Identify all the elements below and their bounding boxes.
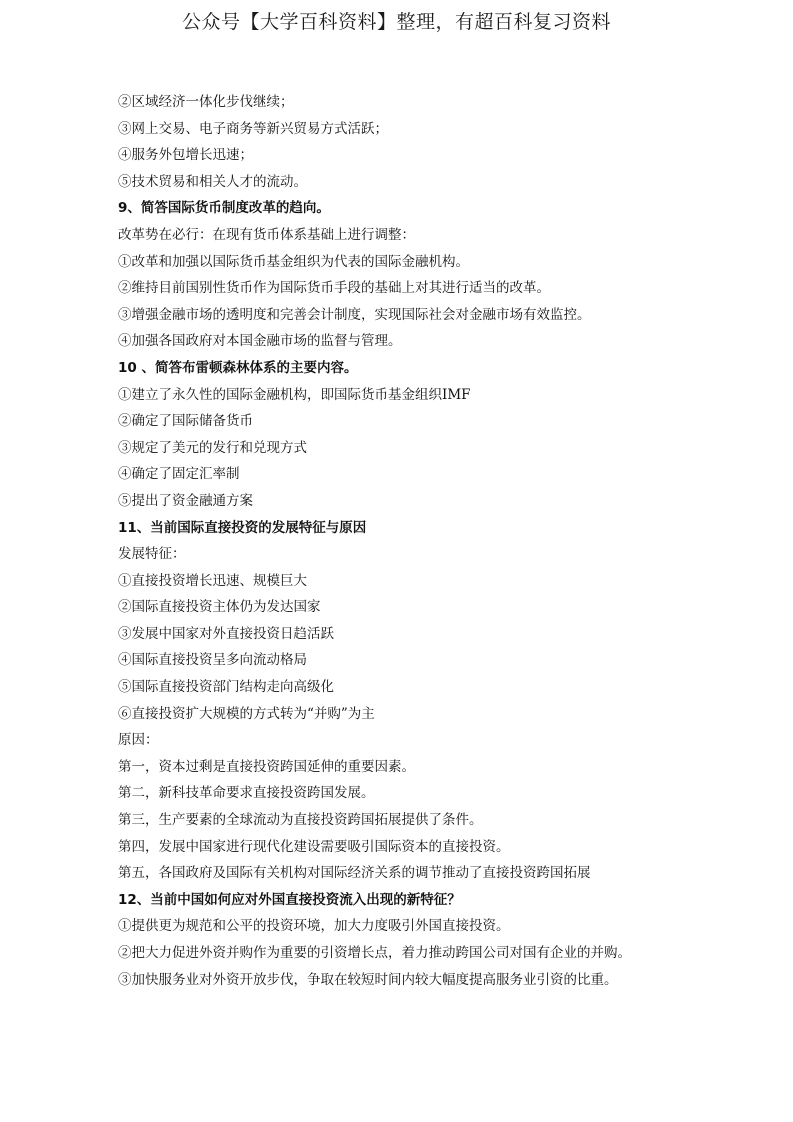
text-line: 第一，资本过剩是直接投资跨国延伸的重要因素。 (118, 758, 415, 775)
text-line: ③规定了美元的发行和兑现方式 (118, 439, 307, 456)
text-line: ②确定了国际储备货币 (118, 413, 253, 430)
text-line: 原因： (118, 732, 159, 749)
text-line: ⑥直接投资扩大规模的方式转为“并购”为主 (118, 705, 375, 722)
text-line: ③增强金融市场的透明度和完善会计制度，实现国际社会对金融市场有效监控。 (118, 306, 591, 323)
section-heading: 11、当前国际直接投资的发展特征与原因 (118, 519, 367, 536)
text-line: ③加快服务业对外资开放步伐，争取在较短时间内较大幅度提高服务业引资的比重。 (118, 971, 618, 988)
text-line: 改革势在必行：在现有货币体系基础上进行调整： (118, 226, 415, 243)
text-line: ④国际直接投资呈多向流动格局 (118, 652, 307, 669)
text-line: ②国际直接投资主体仍为发达国家 (118, 599, 321, 616)
text-line: ④确定了固定汇率制 (118, 466, 240, 483)
text-line: 第四，发展中国家进行现代化建设需要吸引国际资本的直接投资。 (118, 838, 510, 855)
text-line: ⑤提出了资金融通方案 (118, 492, 253, 509)
text-line: ③网上交易、电子商务等新兴贸易方式活跃； (118, 120, 388, 137)
document-body (118, 89, 758, 993)
text-line: 第二，新科技革命要求直接投资跨国发展。 (118, 785, 375, 802)
text-line: 第三，生产要素的全球流动为直接投资跨国拓展提供了条件。 (118, 812, 483, 829)
text-line: ②维持目前国别性货币作为国际货币手段的基础上对其进行适当的改革。 (118, 280, 550, 297)
text-line: 第五，各国政府及国际有关机构对国际经济关系的调节推动了直接投资跨国拓展 (118, 865, 591, 882)
text-line: ①改革和加强以国际货币基金组织为代表的国际金融机构。 (118, 253, 469, 270)
page-header: 公众号【大学百科资料】整理，有超百科复习资料 (181, 11, 611, 33)
text-line: ②把大力促进外资并购作为重要的引资增长点，着力推动跨国公司对国有企业的并购。 (118, 945, 631, 961)
text-line: ①直接投资增长迅速、规模巨大 (118, 572, 307, 589)
section-heading: 12、当前中国如何应对外国直接投资流入出现的新特征？ (118, 891, 461, 908)
section-heading: 10 、简答布雷顿森林体系的主要内容。 (118, 359, 358, 376)
text-line: ④加强各国政府对本国金融市场的监督与管理。 (118, 333, 402, 350)
text-line: ⑤技术贸易和相关人才的流动。 (118, 173, 307, 190)
text-line: 发展特征： (118, 546, 186, 563)
text-line: ④服务外包增长迅速； (118, 147, 253, 164)
text-line: ⑤国际直接投资部门结构走向高级化 (118, 679, 334, 696)
text-line: ③发展中国家对外直接投资日趋活跃 (118, 625, 334, 642)
text-line: ②区域经济一体化步伐继续； (118, 94, 294, 110)
text-line: ①提供更为规范和公平的投资环境，加大力度吸引外国直接投资。 (118, 918, 510, 935)
section-heading: 9、简答国际货币制度改革的趋向。 (118, 200, 330, 217)
text-line: ①建立了永久性的国际金融机构，即国际货币基金组织IMF (118, 386, 471, 403)
